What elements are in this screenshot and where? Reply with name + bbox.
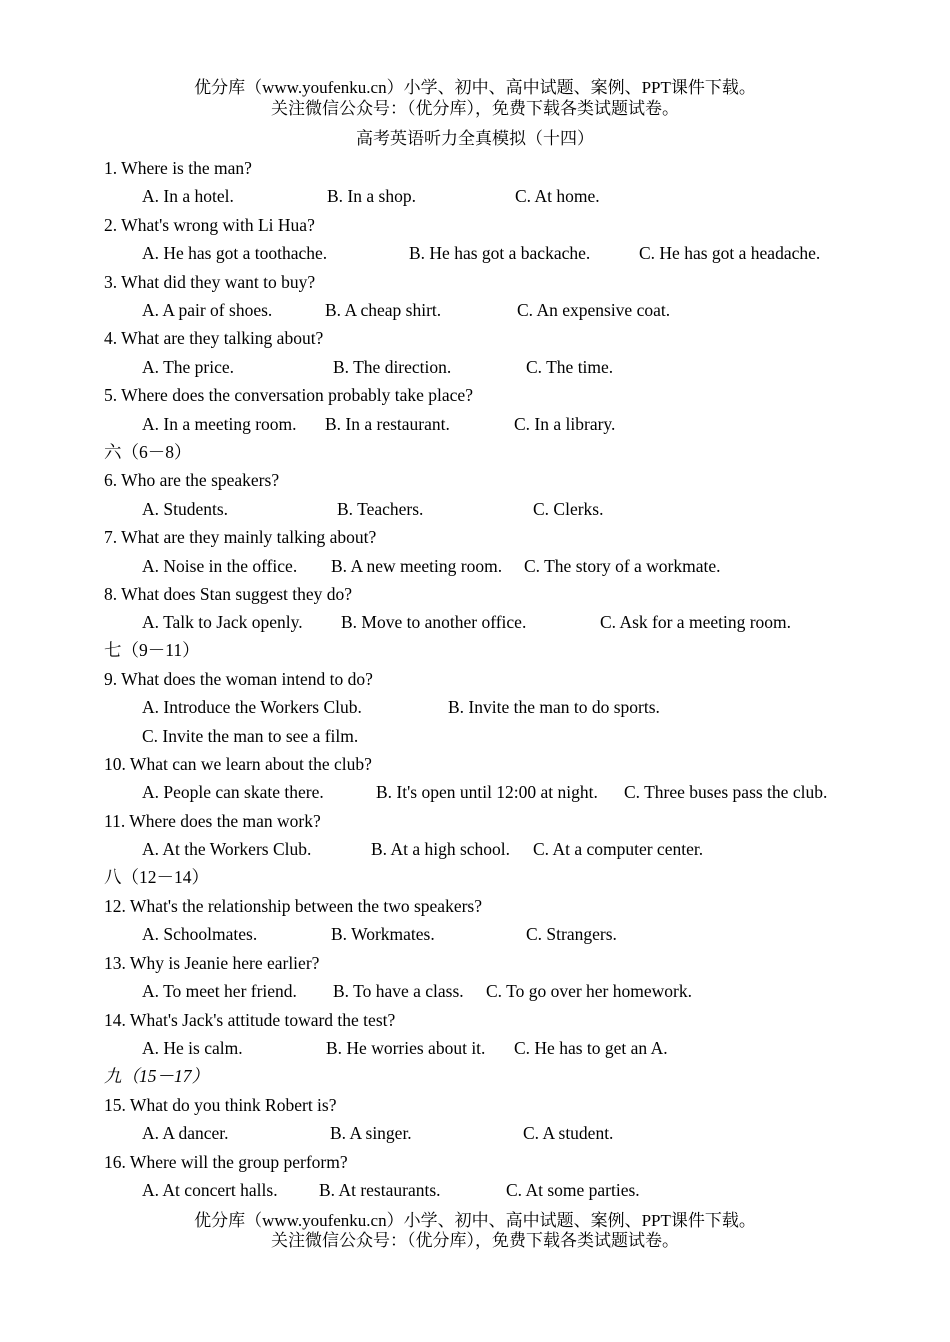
- option-a: A. Noise in the office.: [142, 556, 298, 576]
- question-12: 12. What's the relationship between the two speakers?: [104, 896, 482, 916]
- option-c: C. The story of a workmate.: [524, 556, 721, 576]
- question-2: 2. What's wrong with Li Hua?: [104, 215, 315, 235]
- option-b: B. He worries about it.: [326, 1038, 486, 1058]
- options-2: [0, 242, 950, 264]
- option-a: A. He is calm.: [142, 1038, 243, 1058]
- option-b: B. In a shop.: [327, 186, 416, 206]
- options-16: [0, 1179, 950, 1201]
- option-a: A. People can skate there.: [142, 782, 324, 802]
- option-c: C. A student.: [523, 1123, 614, 1143]
- question-3: 3. What did they want to buy?: [104, 272, 316, 292]
- question-7: 7. What are they mainly talking about?: [104, 527, 377, 547]
- section-heading-12-14: 八（12－14）: [104, 867, 209, 887]
- options-3: [0, 299, 950, 321]
- option-b: B. Move to another office.: [341, 612, 527, 632]
- question-8: 8. What does Stan suggest they do?: [104, 584, 353, 604]
- option-b: B. A singer.: [330, 1123, 412, 1143]
- question-11: 11. Where does the man work?: [104, 811, 321, 831]
- question-10: 10. What can we learn about the club?: [104, 754, 372, 774]
- option-b: B. At restaurants.: [319, 1180, 441, 1200]
- option-a: A. He has got a toothache.: [142, 243, 328, 263]
- option-b: B. It's open until 12:00 at night.: [376, 782, 598, 802]
- option-b: B. A new meeting room.: [331, 556, 503, 576]
- question-9: 9. What does the woman intend to do?: [104, 669, 373, 689]
- question-15: 15. What do you think Robert is?: [104, 1095, 337, 1115]
- option-b: B. Teachers.: [337, 499, 424, 519]
- option-c: C. Ask for a meeting room.: [600, 612, 792, 632]
- option-a: A. At the Workers Club.: [142, 839, 312, 859]
- options-7: [0, 555, 950, 577]
- options-4: [0, 356, 950, 378]
- footer-line-1: 优分库（www.youfenku.cn）小学、初中、高中试题、案例、PPT课件下载。: [194, 1211, 756, 1230]
- option-c: C. He has to get an A.: [514, 1038, 668, 1058]
- options-10: [0, 781, 950, 803]
- option-a: A. The price.: [142, 357, 235, 377]
- option-c: C. Clerks.: [533, 499, 604, 519]
- options-9-row-2: [0, 725, 950, 747]
- option-b: B. Workmates.: [331, 924, 435, 944]
- option-c: C. An expensive coat.: [517, 300, 671, 320]
- section-heading-6-8: 六（6－8）: [104, 442, 192, 462]
- options-15: [0, 1122, 950, 1144]
- option-a: A. Talk to Jack openly.: [142, 612, 303, 632]
- option-c: C. At some parties.: [506, 1180, 640, 1200]
- options-9: [0, 696, 950, 718]
- option-b: B. In a restaurant.: [325, 414, 450, 434]
- options-14: [0, 1037, 950, 1059]
- question-4: 4. What are they talking about?: [104, 328, 324, 348]
- question-5: 5. Where does the conversation probably take place?: [104, 385, 473, 405]
- option-c: C. At home.: [515, 186, 600, 206]
- option-b: B. He has got a backache.: [409, 243, 591, 263]
- option-c: C. He has got a headache.: [639, 243, 821, 263]
- question-16: 16. Where will the group perform?: [104, 1152, 348, 1172]
- option-b: B. The direction.: [333, 357, 452, 377]
- options-6: [0, 498, 950, 520]
- header-line-1: 优分库（www.youfenku.cn）小学、初中、高中试题、案例、PPT课件下载。: [194, 78, 756, 97]
- option-c: C. At a computer center.: [533, 839, 704, 859]
- option-c: C. In a library.: [514, 414, 616, 434]
- option-a: A. Schoolmates.: [142, 924, 258, 944]
- question-14: 14. What's Jack's attitude toward the test?: [104, 1010, 396, 1030]
- page-title: 高考英语听力全真模拟（十四）: [356, 129, 594, 148]
- header-line-2: 关注微信公众号：（优分库），免费下载各类试题试卷。: [271, 99, 679, 118]
- options-12: [0, 923, 950, 945]
- option-b: B. A cheap shirt.: [325, 300, 442, 320]
- options-11: [0, 838, 950, 860]
- option-c: C. Three buses pass the club.: [624, 782, 828, 802]
- footer-line-2: 关注微信公众号：（优分库），免费下载各类试题试卷。: [271, 1231, 679, 1250]
- options-8: [0, 611, 950, 633]
- option-a: A. Introduce the Workers Club.: [142, 697, 362, 717]
- question-1: 1. Where is the man?: [104, 158, 252, 178]
- option-a: A. A pair of shoes.: [142, 300, 273, 320]
- options-1: [0, 185, 950, 207]
- option-b: B. Invite the man to do sports.: [448, 697, 660, 717]
- option-c: C. To go over her homework.: [486, 981, 692, 1001]
- question-6: 6. Who are the speakers?: [104, 470, 280, 490]
- option-c: C. Strangers.: [526, 924, 617, 944]
- question-13: 13. Why is Jeanie here earlier?: [104, 953, 320, 973]
- option-b: B. To have a class.: [333, 981, 464, 1001]
- section-heading-15-17: 九（15－17）: [104, 1066, 209, 1086]
- section-heading-9-11: 七（9－11）: [104, 640, 200, 660]
- option-a: A. In a hotel.: [142, 186, 234, 206]
- options-5: [0, 413, 950, 435]
- option-b: B. At a high school.: [371, 839, 511, 859]
- option-a: A. In a meeting room.: [142, 414, 297, 434]
- option-a: A. At concert halls.: [142, 1180, 278, 1200]
- option-c: C. Invite the man to see a film.: [142, 726, 359, 746]
- option-a: A. Students.: [142, 499, 229, 519]
- options-13: [0, 980, 950, 1002]
- option-a: A. To meet her friend.: [142, 981, 297, 1001]
- option-c: C. The time.: [526, 357, 614, 377]
- option-a: A. A dancer.: [142, 1123, 229, 1143]
